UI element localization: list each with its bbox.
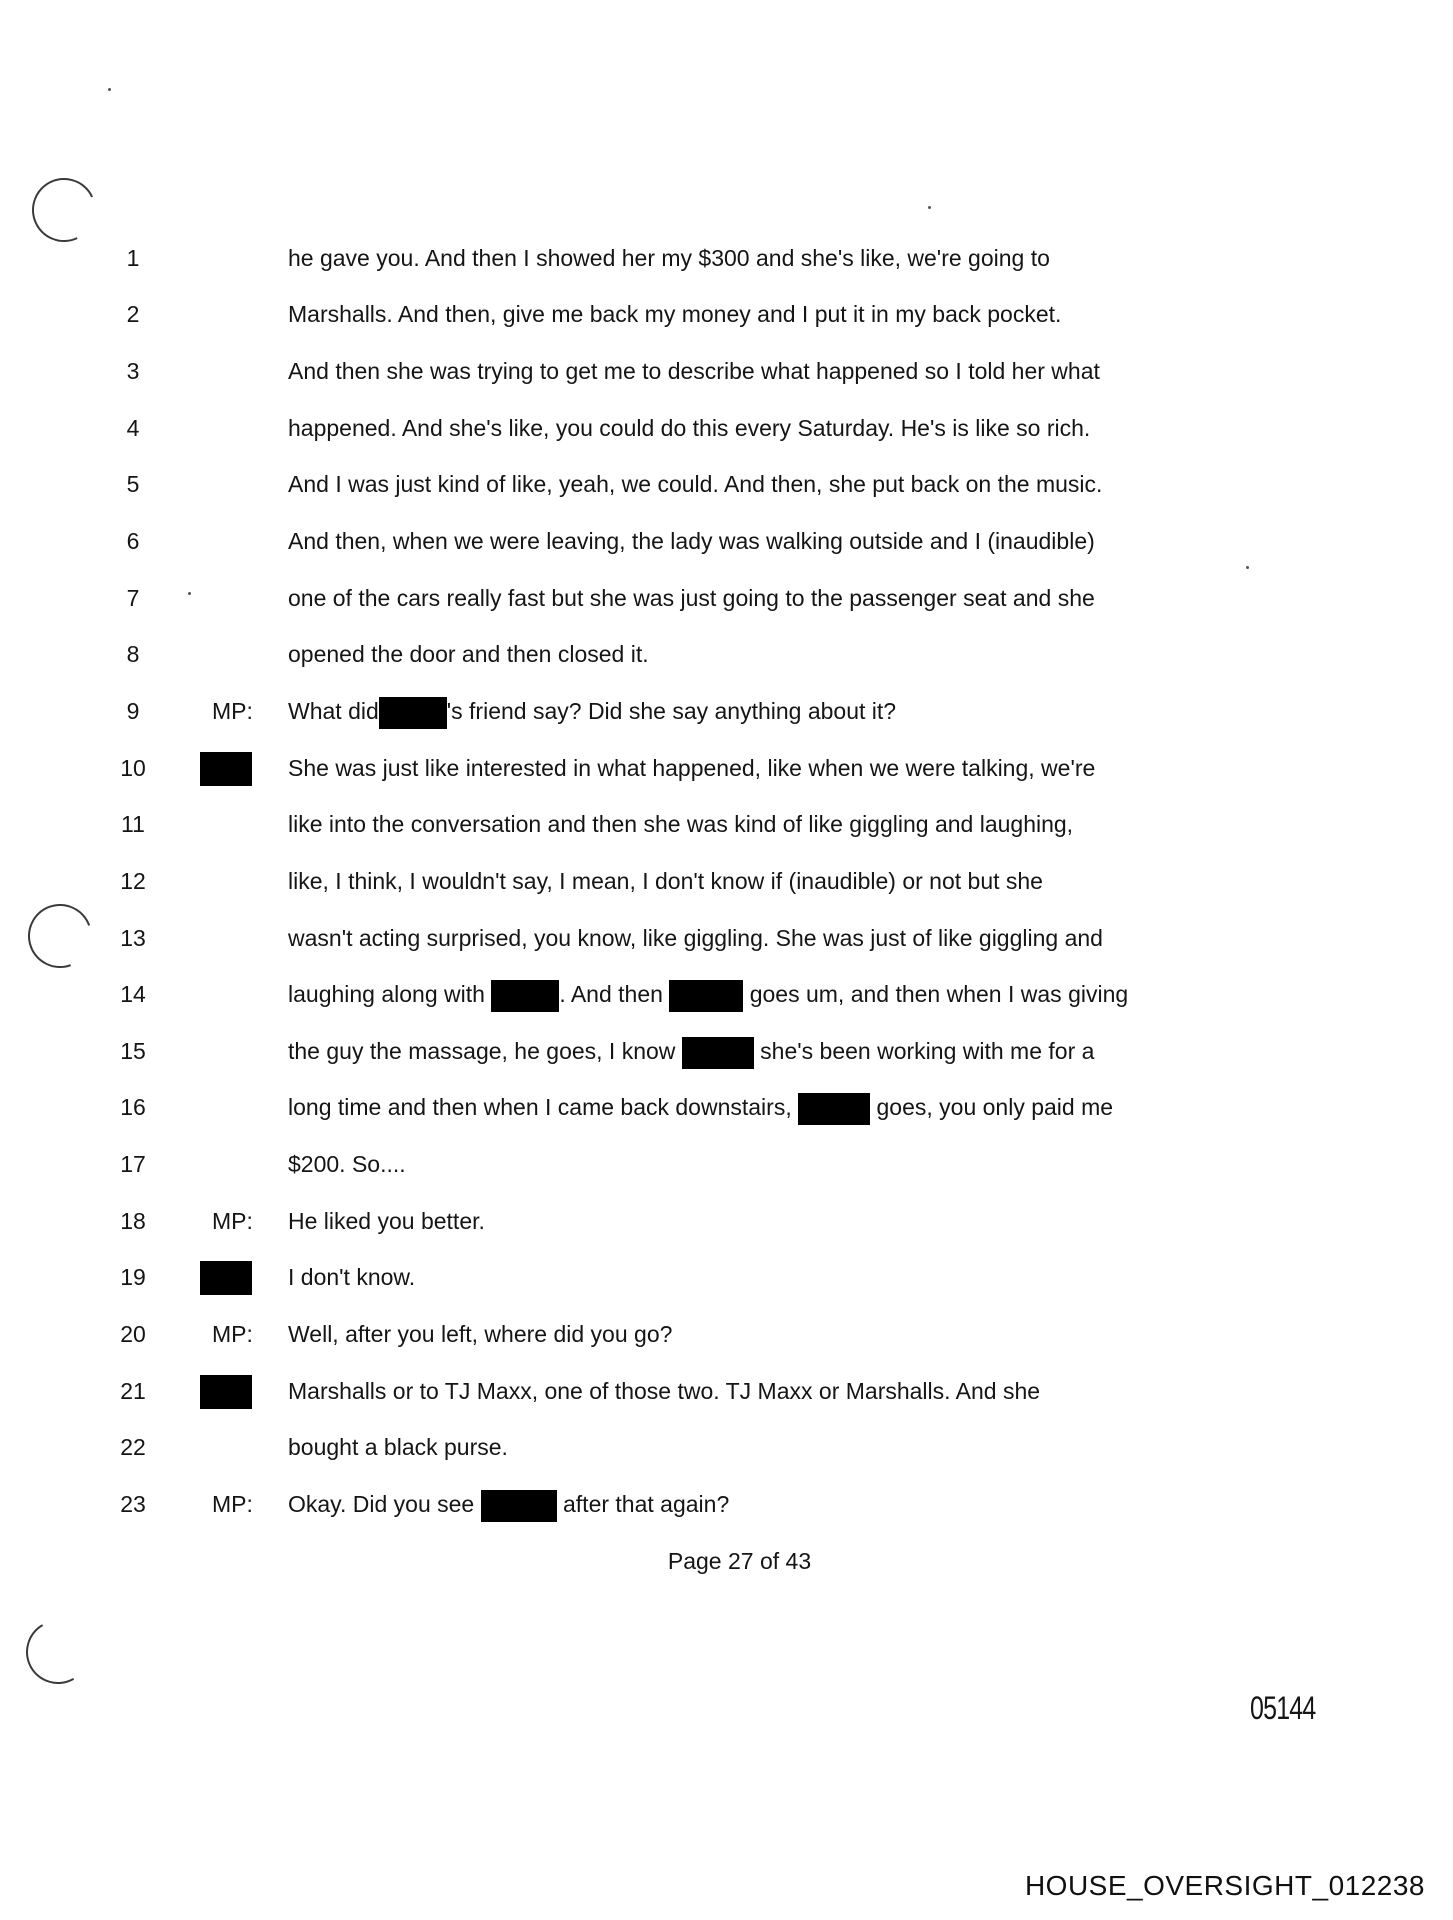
redaction-box	[481, 1490, 557, 1522]
line-number: 19	[120, 1264, 146, 1290]
line-number: 1	[126, 245, 140, 271]
transcript-line	[0, 294, 1453, 334]
transcript-line	[0, 918, 1453, 958]
line-text: $200. So....	[288, 1151, 406, 1177]
line-text: long time and then when I came back downstairs, goes, you only paid me	[288, 1087, 1113, 1127]
transcript-line	[0, 861, 1453, 901]
line-text: What did 's friend say? Did she say anything about it?	[288, 691, 896, 731]
transcript-line	[0, 1371, 1453, 1411]
line-number: 9	[126, 698, 140, 724]
line-text: Okay. Did you see after that again?	[288, 1484, 729, 1524]
transcript-line	[0, 1314, 1453, 1354]
transcript-line	[0, 1087, 1453, 1127]
redaction-box	[379, 697, 447, 729]
line-number: 22	[120, 1434, 146, 1460]
punch-hole-mark	[19, 1613, 97, 1691]
transcript-line	[0, 238, 1453, 278]
transcript-line	[0, 1144, 1453, 1184]
line-text: bought a black purse.	[288, 1434, 508, 1460]
transcript-line	[0, 634, 1453, 674]
line-number: 14	[120, 981, 146, 1007]
line-text: wasn't acting surprised, you know, like giggling. She was just of like giggling and	[288, 925, 1103, 951]
line-number: 5	[126, 471, 140, 497]
line-number: 6	[126, 528, 140, 554]
line-number: 4	[126, 415, 140, 441]
transcript-line	[0, 1427, 1453, 1467]
line-text: like, I think, I wouldn't say, I mean, I don't know if (inaudible) or not but she	[288, 868, 1043, 894]
page-number: Page 27 of 43	[667, 1548, 812, 1574]
line-text: And then, when we were leaving, the lady was walking outside and I (inaudible)	[288, 528, 1095, 554]
line-number: 8	[126, 641, 140, 667]
speaker-label: MP:	[212, 1321, 253, 1347]
redaction-box	[491, 980, 559, 1012]
line-text: Marshalls. And then, give me back my money and I put it in my back pocket.	[288, 301, 1062, 327]
line-number: 11	[121, 811, 145, 837]
line-text: the guy the massage, he goes, I know she's been working with me for a	[288, 1031, 1094, 1071]
line-text: And I was just kind of like, yeah, we could. And then, she put back on the music.	[288, 471, 1103, 497]
speaker-redaction-box	[200, 1375, 252, 1409]
transcript-line	[0, 521, 1453, 561]
speaker-label: MP:	[212, 1491, 253, 1517]
transcript-line	[0, 578, 1453, 618]
transcript-line	[0, 1257, 1453, 1297]
transcript-line	[0, 1031, 1453, 1071]
line-text: She was just like interested in what happened, like when we were talking, we're	[288, 755, 1096, 781]
line-text: He liked you better.	[288, 1208, 485, 1234]
bates-number: 05144	[1250, 1690, 1316, 1726]
line-text: laughing along with . And then goes um, and then when I was giving	[288, 974, 1128, 1014]
transcript-line	[0, 748, 1453, 788]
line-text: like into the conversation and then she was kind of like giggling and laughing,	[288, 811, 1074, 837]
speaker-redaction-box	[200, 752, 252, 786]
transcript-line	[0, 464, 1453, 504]
line-number: 23	[120, 1491, 146, 1517]
line-text: he gave you. And then I showed her my $300 and she's like, we're going to	[288, 245, 1050, 271]
speaker-redaction-box	[200, 1261, 252, 1295]
line-number: 2	[126, 301, 140, 327]
line-number: 18	[120, 1208, 146, 1234]
line-number: 21	[120, 1378, 146, 1404]
line-text: Marshalls or to TJ Maxx, one of those two. TJ Maxx or Marshalls. And she	[288, 1378, 1041, 1404]
document-stamp: HOUSE_OVERSIGHT_012238	[1024, 1870, 1425, 1901]
redaction-box	[798, 1093, 870, 1125]
transcript-line	[0, 1484, 1453, 1524]
transcript-line	[0, 804, 1453, 844]
line-number: 17	[120, 1151, 146, 1177]
line-number: 13	[120, 925, 146, 951]
redaction-box	[669, 980, 743, 1012]
line-text: opened the door and then closed it.	[288, 641, 649, 667]
line-number: 16	[120, 1094, 146, 1120]
transcript-line	[0, 351, 1453, 391]
line-number: 3	[126, 358, 140, 384]
line-text: And then she was trying to get me to describe what happened so I told her what	[288, 358, 1100, 384]
scan-speck	[1246, 566, 1249, 569]
redaction-box	[682, 1037, 754, 1069]
line-number: 10	[120, 755, 146, 781]
line-number: 15	[120, 1038, 146, 1064]
line-number: 7	[126, 585, 140, 611]
speaker-label: MP:	[212, 698, 253, 724]
line-text: Well, after you left, where did you go?	[288, 1321, 673, 1347]
transcript-line	[0, 974, 1453, 1014]
speaker-label: MP:	[212, 1208, 253, 1234]
line-number: 12	[120, 868, 146, 894]
line-text: happened. And she's like, you could do this every Saturday. He's is like so rich.	[288, 415, 1091, 441]
line-number: 20	[120, 1321, 146, 1347]
line-text: one of the cars really fast but she was just going to the passenger seat and she	[288, 585, 1095, 611]
transcript-line	[0, 1201, 1453, 1241]
line-text: I don't know.	[288, 1264, 416, 1290]
scan-speck	[928, 206, 931, 209]
scan-speck	[108, 88, 111, 91]
transcript-line	[0, 408, 1453, 448]
transcript-line	[0, 691, 1453, 731]
